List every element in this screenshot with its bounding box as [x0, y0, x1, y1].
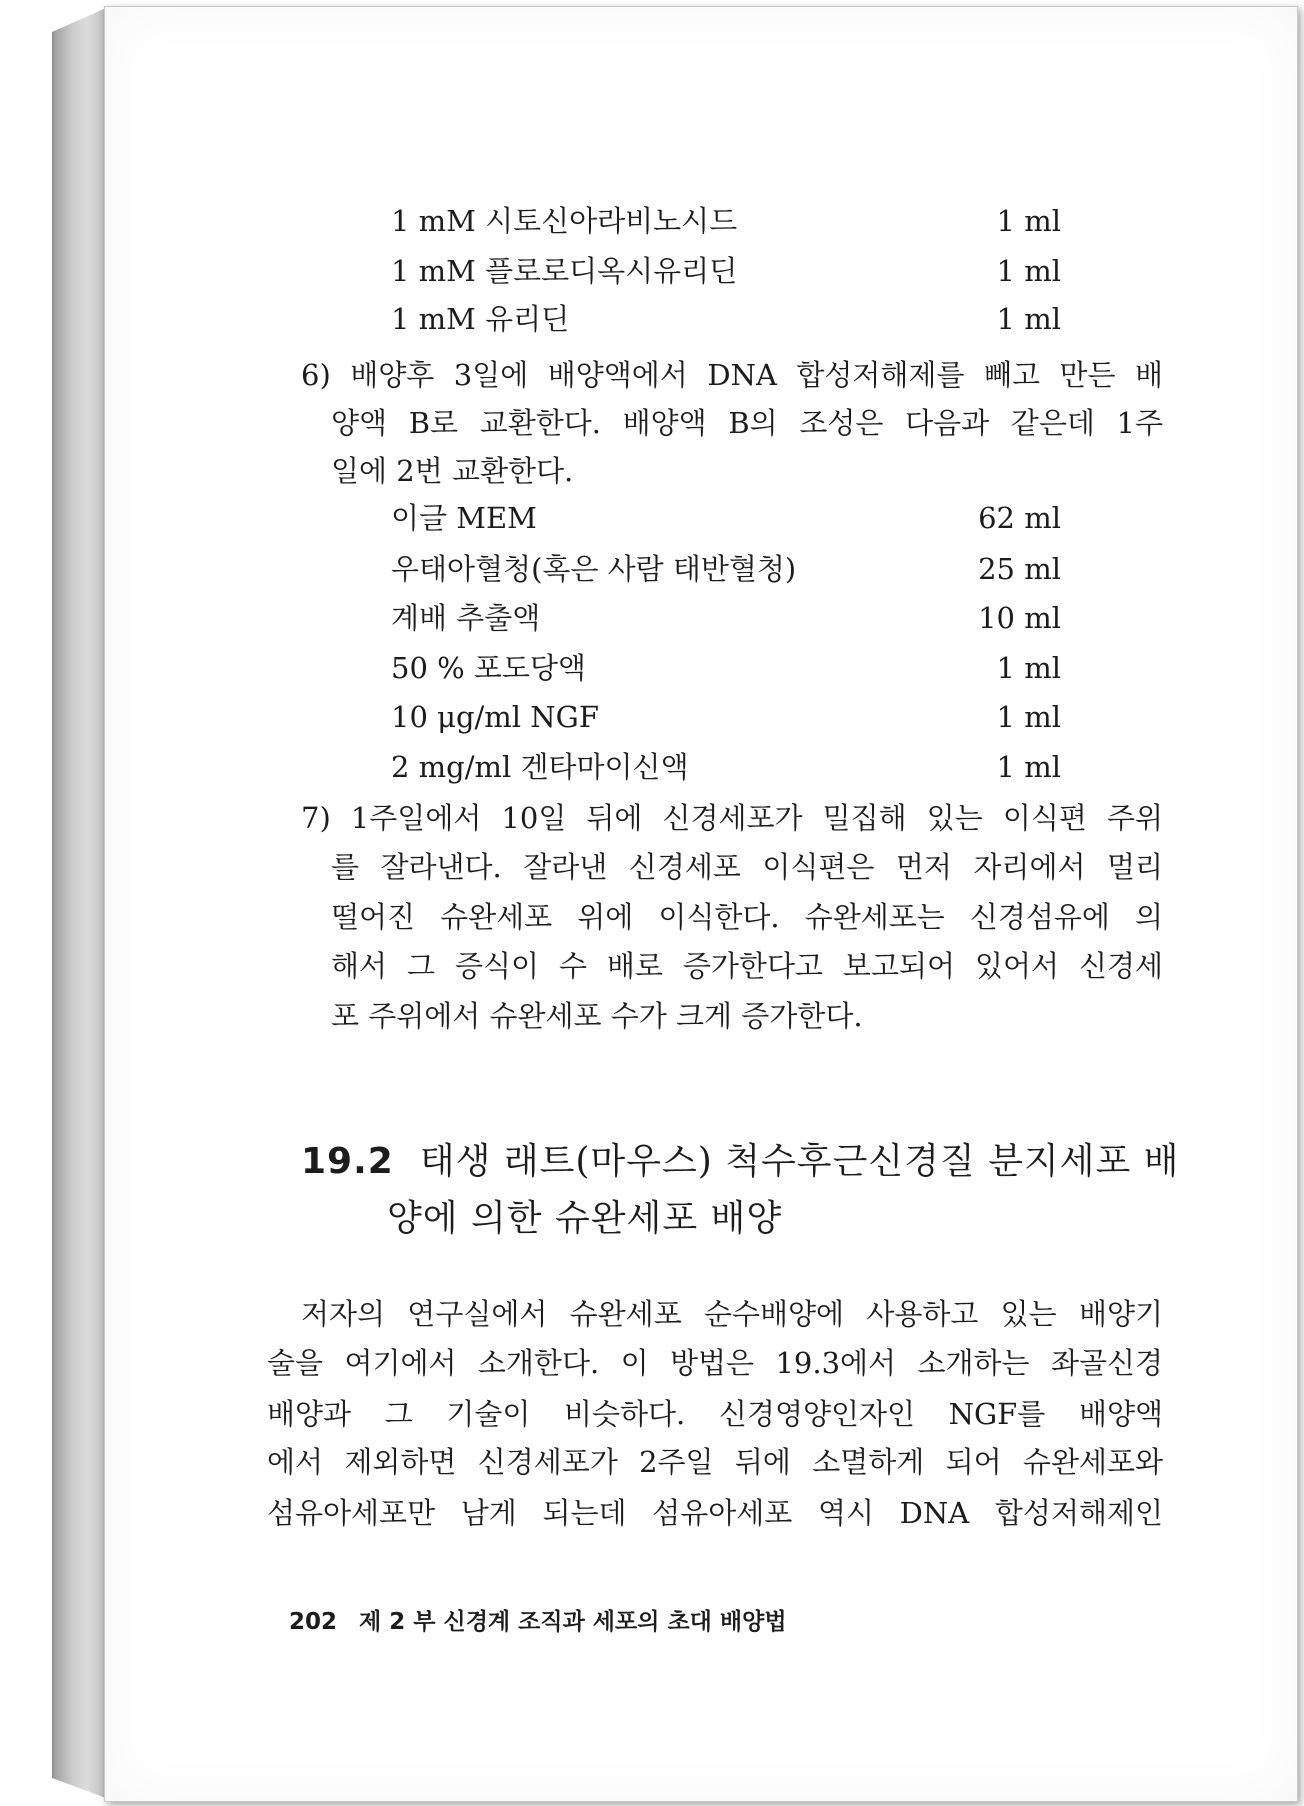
ingredient-name: 계배 추출액 — [391, 601, 541, 635]
ingredient-amount: 62 ml — [978, 501, 1061, 535]
page-number: 202 — [289, 1609, 338, 1635]
ingredient-name: 10 μg/ml NGF — [391, 700, 599, 734]
step7-line: 떨어진 슈완세포 위에 이식한다. 슈완세포는 신경섬유에 의 — [331, 900, 1163, 934]
paragraph-line: 배양과 그 기술이 비슷하다. 신경영양인자인 NGF를 배양액 — [267, 1397, 1163, 1431]
step6-line: 일에 2번 교환한다. — [331, 454, 574, 488]
paragraph-line: 저자의 연구실에서 슈완세포 순수배양에 사용하고 있는 배양기 — [301, 1297, 1163, 1331]
section-number: 19.2 — [301, 1141, 394, 1182]
page-content — [105, 7, 1297, 1801]
ingredient-amount: 10 ml — [978, 601, 1061, 635]
ingredient-name: 1 mM 시토신아라비노시드 — [391, 204, 738, 238]
section-heading — [301, 1141, 1180, 1182]
ingredient-amount: 25 ml — [978, 552, 1061, 586]
page-footer — [289, 1603, 787, 1636]
ingredient-name: 1 mM 유리딘 — [391, 302, 570, 336]
step7-line: 해서 그 증식이 수 배로 증가한다고 보고되어 있어서 신경세 — [331, 949, 1163, 983]
step7-line: 7) 1주일에서 10일 뒤에 신경세포가 밀집해 있는 이식편 주위 — [301, 801, 1163, 835]
step7-line: 를 잘라낸다. 잘라낸 신경세포 이식편은 먼저 자리에서 멀리 — [331, 850, 1163, 884]
ingredient-amount: 1 ml — [996, 651, 1061, 685]
step6-line: 6) 배양후 3일에 배양액에서 DNA 합성저해제를 빼고 만든 배 — [301, 358, 1163, 392]
paragraph-line: 섬유아세포만 남게 되는데 섬유아세포 역시 DNA 합성저해제인 — [267, 1496, 1163, 1530]
book-spine — [52, 8, 106, 1798]
ingredient-amount: 1 ml — [996, 204, 1061, 238]
section-title-line1: 태생 래트(마우스) 척수후근신경질 분지세포 배 — [419, 1141, 1180, 1182]
ingredient-name: 우태아혈청(혹은 사람 태반혈청) — [391, 552, 797, 586]
running-title: 제 2 부 신경계 조직과 세포의 초대 배양법 — [359, 1609, 787, 1635]
paragraph-line: 에서 제외하면 신경세포가 2주일 뒤에 소멸하게 되어 슈완세포와 — [267, 1445, 1163, 1479]
book-page — [104, 6, 1298, 1802]
ingredient-name: 50 % 포도당액 — [391, 651, 586, 685]
ingredient-name: 이글 MEM — [391, 501, 537, 535]
step6-line: 양액 B로 교환한다. 배양액 B의 조성은 다음과 같은데 1주 — [331, 406, 1163, 440]
paragraph-line: 술을 여기에서 소개한다. 이 방법은 19.3에서 소개하는 좌골신경 — [267, 1346, 1163, 1380]
section-title-line2: 양에 의한 슈완세포 배양 — [387, 1198, 783, 1239]
ingredient-name: 2 mg/ml 겐타마이신액 — [391, 750, 689, 784]
ingredient-amount: 1 ml — [996, 750, 1061, 784]
step7-line: 포 주위에서 슈완세포 수가 크게 증가한다. — [331, 999, 863, 1033]
ingredient-amount: 1 ml — [996, 254, 1061, 288]
ingredient-name: 1 mM 플로로디옥시유리딘 — [391, 254, 738, 288]
ingredient-amount: 1 ml — [996, 700, 1061, 734]
ingredient-amount: 1 ml — [996, 302, 1061, 336]
